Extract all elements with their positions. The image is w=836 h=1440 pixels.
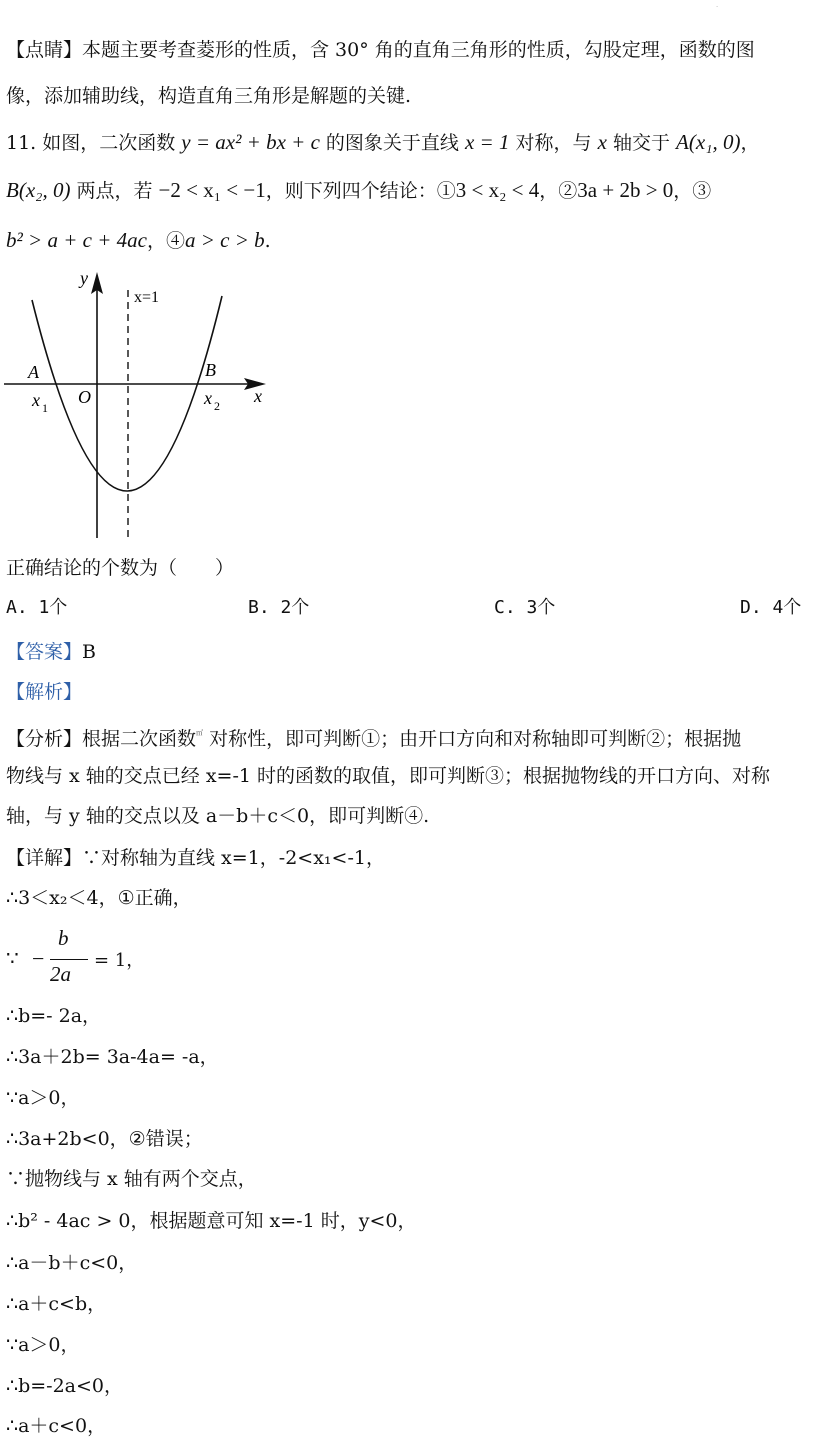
question-line-1 [6,128,832,157]
detail-text: ∵对称轴为直线 x=1，-2<x₁<-1， [82,847,385,869]
dianjing-text-1: 本题主要考查菱形的性质，含 30° 角的直角三角形的性质，勾股定理，函数的图 [82,39,755,61]
origin-label: O [78,387,91,407]
jiexi-tag: 【解析】 [6,681,83,703]
choice-text: 3个 [526,597,556,618]
choice-c [494,593,555,619]
conclusion-1: 3 < x₂ < 4 [455,178,540,202]
question-text: . [264,230,271,252]
detail-line-2: ∴3＜x₂＜4，①正确， [6,887,192,909]
choice-d [740,593,801,619]
point-b: B(x₂, 0) [6,178,71,202]
dianjing-tag: 【点睛】 [6,39,83,61]
fenxi-text: 根据二次函数 [82,728,197,750]
x2-label: x [204,388,212,408]
detail-line-13: ∴a＋c<0， [6,1415,107,1437]
axis-formula: x = 1 [464,130,510,154]
detail-line-7: ∵抛物线与 x 轴有两个交点， [6,1168,257,1190]
x-var: x [597,130,607,154]
question-text: 11. 如图，二次函数 [6,132,182,154]
fenxi-tag: 【分析】 [6,728,83,750]
choice-letter: B. [248,597,270,618]
fraction-bar [50,959,88,960]
point-b-label: B [205,360,216,380]
fraction-equals: = 1， [94,950,145,971]
detail-line-6: ∴3a+2b<0，②错误； [6,1128,203,1150]
choice-text: 2个 [280,597,310,618]
detail-line-8: ∴b² - 4ac > 0，根据题意可知 x=-1 时，y<0， [6,1210,417,1232]
fenxi-line-2: 物线与 x 轴的交点已经 x=-1 时的函数的取值，即可判断③；根据抛物线的开口方向、对称 [6,765,771,787]
symmetry-label: x=1 [134,289,160,306]
answer-tag: 【答案】 [6,641,83,663]
x-label: x [254,386,262,406]
question-line-2 [6,176,832,205]
condition: −2 < x₁ < −1 [158,178,266,202]
question-text: 两点，若 [70,180,159,202]
question-text: ，③ [673,180,712,202]
y-label: y [80,268,88,288]
choice-letter: C. [494,597,516,618]
question-text: ， [740,132,760,154]
detail-line-10: ∴a＋c<b， [6,1293,107,1315]
detail-line-1 [6,844,832,872]
question-text: ，② [539,180,578,202]
question-line-3 [6,226,832,255]
choice-letter: D. [740,597,762,618]
question-text: 的图象关于直线 [319,132,465,154]
quadratic-formula: y = ax² + bx + c [181,130,320,154]
point-a-label: A [28,362,39,382]
choice-a [6,593,67,619]
question-text: 对称，与 [509,132,598,154]
fenxi-line-3: 轴，与 y 轴的交点以及 a－b＋c＜0，即可判断④. [6,805,430,827]
answer-line [6,638,832,666]
header-mark: · [716,4,718,11]
because-symbol: ∵ [6,946,19,970]
answer-value: B [82,641,96,663]
parabola-graph [0,266,280,546]
detail-line-5: ∵a＞0， [6,1087,80,1109]
dianjing-line-2: 像，添加辅助线，构造直角三角形是解题的关键. [6,85,412,107]
fraction-denominator: 2a [50,962,71,986]
question-prompt: 正确结论的个数为（ ） [6,557,235,579]
fenxi-note: ㎡ [196,729,204,737]
question-text: ，则下列四个结论：① [265,180,456,202]
conclusion-2: 3a + 2b > 0 [577,178,674,202]
x2-sub: 2 [214,399,220,413]
fenxi-text: 对称性，即可判断①；由开口方向和对称轴即可判断②；根据抛 [203,728,742,750]
conclusion-4: a > c > b [184,228,265,252]
detail-line-4: ∴3a＋2b= 3a-4a= -a， [6,1046,219,1068]
parabola-curve [32,296,222,491]
conclusion-3: b² > a + c + 4ac [6,228,147,252]
x1-label: x [32,390,40,410]
fraction-numerator: b [58,926,69,950]
question-text: ，④ [146,230,185,252]
detail-line-9: ∴a－b＋c<0， [6,1252,138,1274]
fraction-minus: − [32,946,45,971]
choice-text: 4个 [772,597,802,618]
dianjing-line-1 [6,36,832,64]
x1-sub: 1 [42,401,48,415]
choice-letter: A. [6,597,28,618]
detail-line-11: ∵a＞0， [6,1334,80,1356]
detail-line-3: ∴b=- 2a， [6,1005,102,1027]
fraction-expression [6,926,146,996]
fenxi-line-1 [6,719,832,753]
detail-line-12: ∴b=-2a<0， [6,1375,124,1397]
question-text: 轴交于 [606,132,676,154]
choice-b [248,593,309,619]
point-a: A(x₁, 0) [676,130,741,154]
choice-text: 1个 [38,597,68,618]
xiangjie-tag: 【详解】 [6,847,83,869]
